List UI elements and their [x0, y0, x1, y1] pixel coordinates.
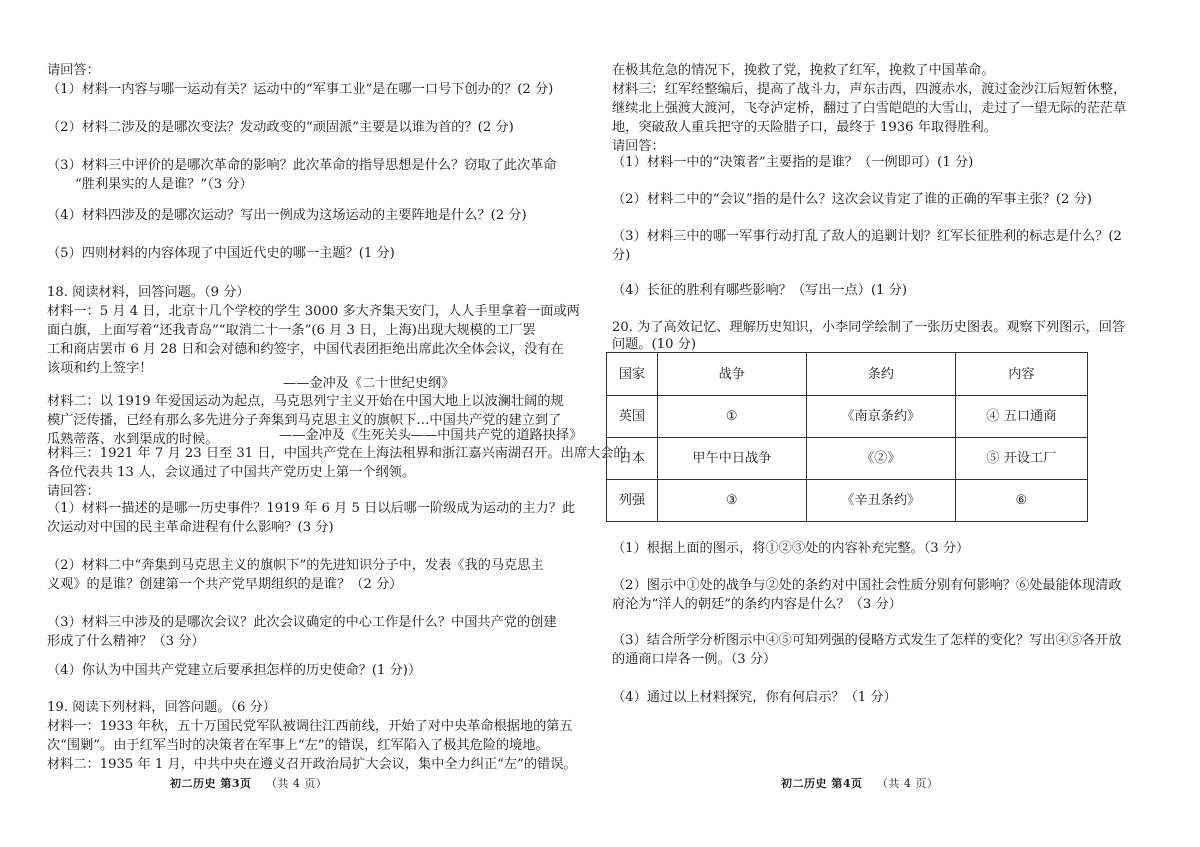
material-line: 材料三：1921 年 7 月 23 日至 31 日，中国共产党在上海法租界和浙江嘉兴南湖召开。出席大会的 [47, 446, 627, 461]
footer-total: （共 4 页） [876, 777, 939, 790]
table-cell: ④ 五口通商 [955, 396, 1087, 438]
table-cell: 英国 [607, 396, 658, 438]
material-source: ——金冲及《生死关头——中国共产党的道路抉择》 [279, 428, 583, 443]
question-18-4: （4）你认为中国共产党建立后要承担怎样的历史使命？(1 分)） [47, 663, 422, 678]
material-line: 材料二：1935 年 1 月，中共中央在遵义召开政治局扩大会议，集中全力纠正“左”的错误。 [47, 757, 577, 772]
question-18-3-cont: 形成了什么精神？（3 分） [47, 634, 205, 649]
table-cell: ⑥ [955, 480, 1087, 522]
table-row [607, 396, 1088, 438]
question-20-2: （2）图示中①处的战争与②处的条约对中国社会性质分别有何影响？⑥处最能体现清政 [612, 578, 1122, 593]
question-20-3: （3）结合所学分析图示中④⑤可知列强的侵略方式发生了怎样的变化？写出④⑤各开放 [612, 633, 1122, 648]
question-18-1: （1）材料一描述的是哪一历史事件？1919 年 6 月 5 日以后哪一阶级成为运动的主力？此 [47, 501, 576, 516]
table-cell: ③ [657, 480, 806, 522]
question-20-4: （4）通过以上材料探究，你有何启示？（1 分） [612, 690, 897, 705]
question-17-4: （4）材料四涉及的是哪次运动？写出一例成为这场运动的主要阵地是什么？(2 分) [47, 208, 527, 223]
question-20-heading-cont: 问题。(10 分) [612, 337, 697, 352]
material-line: 材料三：红军经整编后，提高了战斗力，声东击西，四渡赤水，渡过金沙江后短暂休整， [612, 82, 1127, 97]
header-war: 战争 [657, 353, 806, 396]
footer-title: 初二历史 [781, 777, 827, 790]
footer-total: （共 4 页） [265, 777, 328, 790]
header-country: 国家 [607, 353, 658, 396]
table-header-row [607, 353, 1088, 396]
material-line: 各位代表共 13 人，会议通过了中国共产党历史上第一个纲领。 [47, 465, 416, 480]
question-17-5: （5）四则材料的内容体现了中国近代史的哪一主题？(1 分) [47, 246, 395, 261]
table-row [607, 438, 1088, 480]
answer-prompt: 请回答： [47, 484, 100, 499]
question-19-3-cont: 分) [612, 248, 631, 263]
question-20-1: （1）根据上面的图示，将①②③处的内容补充完整。（3 分） [612, 541, 970, 556]
material-line: 在极其危急的情况下，挽救了党，挽救了红军，挽救了中国革命。 [612, 63, 995, 78]
material-line: 材料一：1933 年秋，五十万国民党军队被调往江西前线，开始了对中央革命根据地的第五 [47, 719, 573, 734]
question-20-heading: 20. 为了高效记忆、理解历史知识，小李同学绘制了一张历史图表。观察下列图示，回答 [612, 320, 1126, 335]
table-row [607, 480, 1088, 522]
table-cell: 列强 [607, 480, 658, 522]
question-17-1: （1）材料一内容与哪一运动有关？运动中的“军事工业”是在哪一口号下创办的？(2 分) [47, 82, 554, 97]
question-20-2-cont: 府沦为“洋人的朝廷”的条约内容是什么？（3 分） [612, 597, 902, 612]
header-treaty: 条约 [806, 353, 955, 396]
footer-page: 第4页 [831, 777, 863, 790]
question-19-1: （1）材料一中的“决策者”主要指的是谁？（一例即可）(1 分) [612, 155, 974, 170]
material-line: 继续北上强渡大渡河，飞夺泸定桥，翻过了白雪皑皑的大雪山，走过了一望无际的茫茫草 [612, 101, 1127, 116]
table-cell: 甲午中日战争 [657, 438, 806, 480]
question-20-3-cont: 的通商口岸各一例。（3 分） [612, 652, 777, 667]
question-17-3-cont: “胜利果实的人是谁？”（3 分） [75, 177, 253, 192]
material-line: 瓜熟蒂落、水到渠成的时候。 [47, 432, 219, 447]
history-chart-table [606, 352, 1088, 522]
answer-prompt: 请回答： [47, 63, 100, 78]
table-cell: 日本 [607, 438, 658, 480]
page-footer-right [781, 774, 938, 793]
material-line: 面白旗，上面写着“还我青岛”“取消二十一条”(6 月 3 日，上海)出现大规模的工厂罢 [47, 323, 536, 338]
material-line: 次“围剿”。由于红军当时的决策者在军事上“左”的错误，红军陷入了极其危险的境地。 [47, 738, 549, 753]
question-18-2: （2）材料二中“奔集到马克思主义的旗帜下”的先进知识分子中，发表《我的马克思主 [47, 558, 544, 573]
question-17-2: （2）材料二涉及的是哪次变法？发动政变的“顽固派”主要是以谁为首的？(2 分) [47, 120, 514, 135]
material-line: 工和商店罢市 6 月 28 日和会对德和约签字，中国代表团拒绝出席此次全体会议，没有在 [47, 342, 564, 357]
table-cell: ① [657, 396, 806, 438]
material-line: 该项和约上签字！ [47, 361, 153, 376]
question-19-4: （4）长征的胜利有哪些影响？（写出一点）(1 分) [612, 283, 908, 298]
material-line: 地，突破敌人重兵把守的天险腊子口，最终于 1936 年取得胜利。 [612, 120, 997, 135]
table-cell: 《辛丑条约》 [806, 480, 955, 522]
question-19-2: （2）材料二中的“会议”指的是什么？这次会议肯定了谁的正确的军事主张？(2 分) [612, 192, 1092, 207]
table-cell: 《②》 [806, 438, 955, 480]
table-cell: 《南京条约》 [806, 396, 955, 438]
question-17-3: （3）材料三中评价的是哪次革命的影响？此次革命的指导思想是什么？窃取了此次革命 [47, 158, 557, 173]
question-18-3: （3）材料三中涉及的是哪次会议？此次会议确定的中心工作是什么？中国共产党的创建 [47, 615, 557, 630]
table-cell: ⑤ 开设工厂 [955, 438, 1087, 480]
question-19-3: （3）材料三中的哪一军事行动打乱了敌人的追剿计划？红军长征胜利的标志是什么？(2 [612, 229, 1122, 244]
question-18-1-cont: 次运动对中国的民主革命进程有什么影响？(3 分) [47, 520, 334, 535]
material-source: ——金冲及《二十世纪史纲》 [283, 376, 455, 391]
material-line: 材料一：5 月 4 日，北京十几个学校的学生 3000 多大齐集天安门，人人手里拿着一面或两 [47, 304, 580, 319]
question-19-heading: 19. 阅读下列材料，回答问题。（6 分） [47, 700, 276, 715]
page-footer-left [170, 774, 327, 793]
footer-title: 初二历史 [170, 777, 216, 790]
question-18-heading: 18. 阅读材料，回答问题。（9 分） [47, 285, 250, 300]
header-content: 内容 [955, 353, 1087, 396]
material-line: 模广泛传播，已经有那么多先进分子奔集到马克思主义的旗帜下…中国共产党的建立到了 [47, 413, 562, 428]
question-18-2-cont: 义观》的是谁？创建第一个共产党早期组织的是谁？（2 分） [47, 577, 403, 592]
footer-page: 第3页 [220, 777, 252, 790]
answer-prompt: 请回答： [612, 139, 665, 154]
material-line: 材料二：以 1919 年爱国运动为起点，马克思列宁主义开始在中国大地上以波澜壮阔的规 [47, 394, 564, 409]
